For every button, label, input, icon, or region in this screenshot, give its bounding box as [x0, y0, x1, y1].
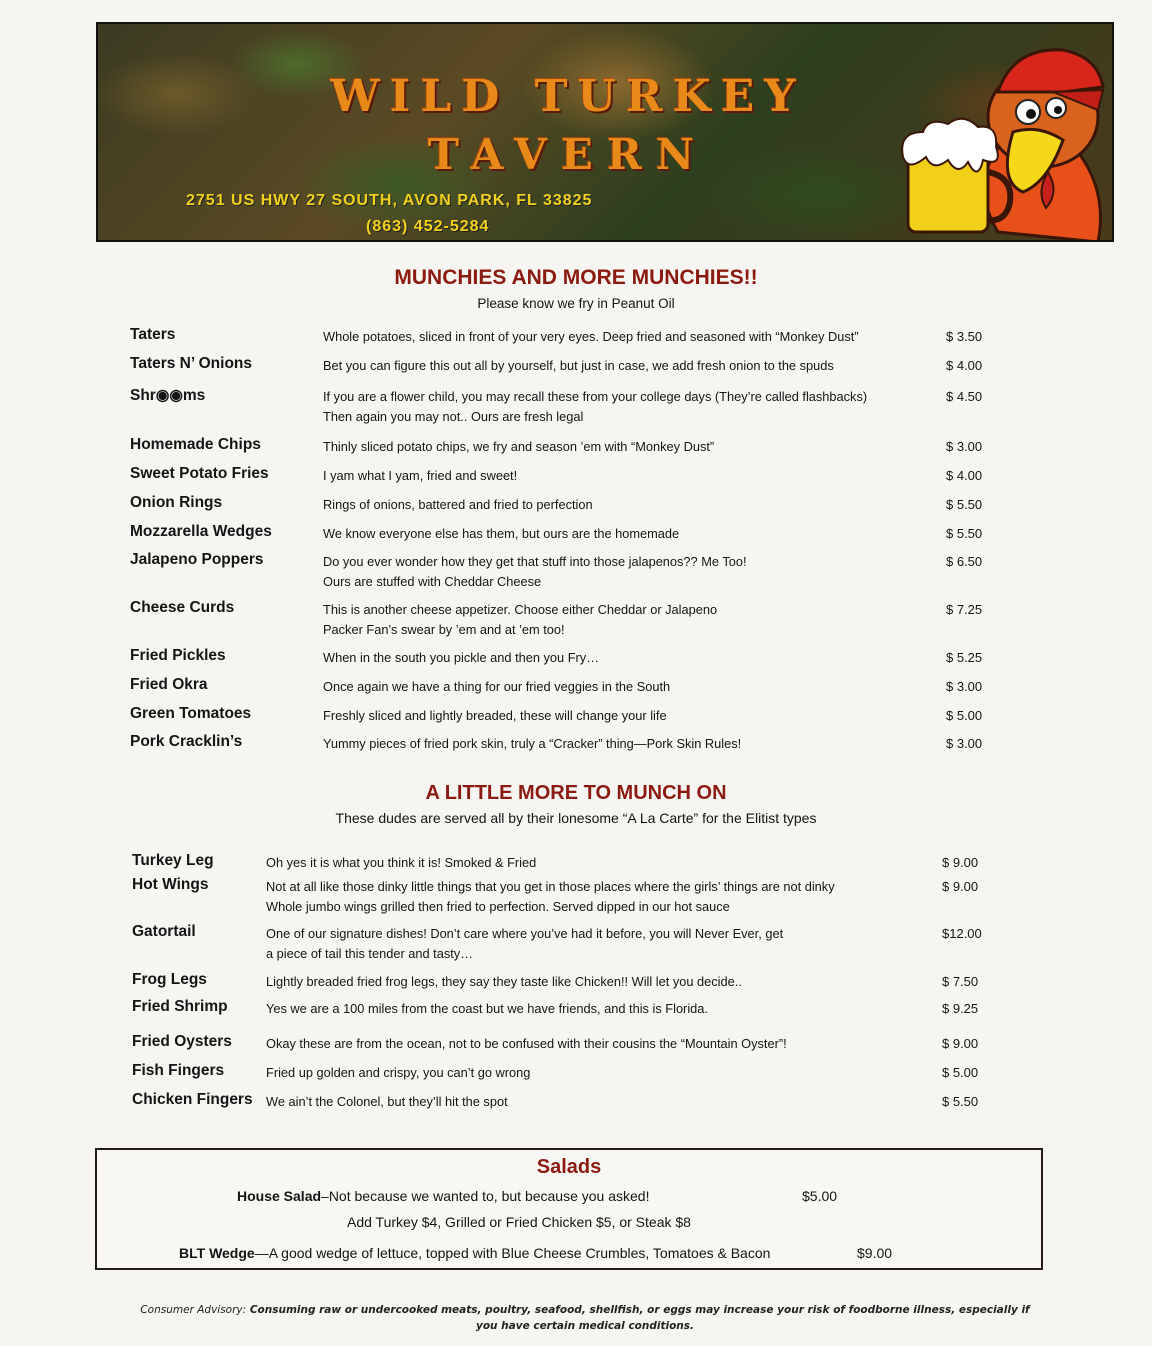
menu-item-price: $ 5.00: [942, 1065, 979, 1080]
restaurant-phone: (863) 452-5284: [366, 218, 490, 235]
menu-item-name: Cheese Curds: [130, 599, 235, 616]
menu-item-name: Gatortail: [132, 923, 196, 940]
restaurant-address: 2751 US HWY 27 SOUTH, AVON PARK, FL 33825: [186, 192, 593, 209]
menu-item-description: [266, 972, 742, 992]
menu-item-description: [323, 437, 714, 457]
menu-item-price: $ 4.50: [946, 389, 983, 404]
menu-item-description-line: Not at all like those dinky little things that you get in those places where the girls’ things are not dinky: [266, 879, 835, 894]
menu-item-description-line: One of our signature dishes! Don’t care where you’ve had it before, you will Never Ever, get: [266, 926, 784, 941]
section-title-munchies: MUNCHIES AND MORE MUNCHIES!!: [394, 266, 758, 289]
menu-item-price: $ 9.25: [942, 1001, 979, 1016]
menu-item-description-line: We ain’t the Colonel, but they’ll hit the spot: [266, 1094, 508, 1109]
menu-item-description: [323, 648, 599, 668]
menu-item-description: [266, 1092, 508, 1112]
menu-item-description: [323, 327, 859, 347]
menu-item-description: [323, 495, 593, 515]
menu-item-description: [266, 999, 708, 1019]
menu-item-price: $ 7.50: [942, 974, 979, 989]
menu-item-price: $ 5.50: [942, 1094, 979, 1109]
menu-item-description-line: Fried up golden and crispy, you can’t go wrong: [266, 1065, 531, 1080]
menu-item-description: [323, 734, 741, 754]
menu-item-description: [323, 706, 667, 726]
menu-item-description: [266, 877, 835, 917]
menu-item-price: $ 7.25: [946, 602, 983, 617]
logo-title-line2: TAVERN: [427, 130, 709, 179]
salad-addons: Add Turkey $4, Grilled or Fried Chicken $5, or Steak $8: [347, 1214, 691, 1230]
menu-item-price: $ 4.00: [946, 358, 983, 373]
salads-box: [95, 1148, 1043, 1270]
menu-item-name: Fried Okra: [130, 676, 208, 693]
section-title-more-munch: A LITTLE MORE TO MUNCH ON: [425, 782, 727, 804]
menu-item-description: [266, 924, 783, 964]
menu-item-description-line: Okay these are from the ocean, not to be confused with their cousins the “Mountain Oyster”!: [266, 1036, 787, 1051]
menu-item-description: [323, 677, 670, 697]
menu-item-description-line: Whole potatoes, sliced in front of your very eyes. Deep fried and seasoned with “Monkey Dust”: [323, 329, 859, 344]
menu-item-name: Turkey Leg: [132, 852, 214, 869]
blt-wedge-line: [179, 1245, 770, 1261]
menu-item-name: Homemade Chips: [130, 436, 261, 453]
logo-title-line1: WILD TURKEY: [330, 71, 806, 122]
menu-item-name: Green Tomatoes: [130, 705, 252, 722]
menu-item-description: [323, 356, 834, 376]
menu-item-description-line: Packer Fan’s swear by ’em and at ’em too!: [323, 622, 565, 637]
menu-item-description-line: Whole jumbo wings grilled then fried to perfection. Served dipped in our hot sauce: [266, 899, 730, 914]
menu-item-description-line: Ours are stuffed with Cheddar Cheese: [323, 574, 542, 589]
menu-item-description-line: If you are a flower child, you may recall these from your college days (They’re called flashbacks): [323, 389, 868, 404]
menu-item-description: [323, 387, 867, 427]
menu-item-price: $ 5.50: [946, 526, 983, 541]
menu-item-name: Pork Cracklin’s: [130, 733, 243, 750]
menu-item-description-line: Yummy pieces of fried pork skin, truly a “Cracker” thing—Pork Skin Rules!: [323, 736, 742, 751]
blt-wedge-name: BLT Wedge: [179, 1245, 255, 1261]
menu-item-price: $ 4.00: [946, 468, 983, 483]
section-subtitle-munchies: Please know we fry in Peanut Oil: [477, 296, 675, 311]
menu-item-name: Taters N’ Onions: [130, 355, 253, 372]
menu-item-name: Taters: [130, 326, 176, 343]
header-banner: [96, 22, 1114, 242]
menu-item-description-line: When in the south you pickle and then you Fry…: [323, 650, 599, 665]
house-salad-line: [237, 1188, 649, 1204]
menu-item-description-line: Bet you can figure this out all by yourself, but just in case, we add fresh onion to the spuds: [323, 358, 834, 373]
menu-item-price: $ 5.25: [946, 650, 983, 665]
house-salad-desc: –Not because we wanted to, but because you asked!: [321, 1188, 650, 1204]
menu-item-price: $ 3.00: [946, 679, 983, 694]
menu-item-name: Chicken Fingers: [132, 1091, 253, 1108]
menu-item-name: Hot Wings: [132, 876, 209, 893]
menu-item-description-line: Do you ever wonder how they get that stuff into those jalapenos?? Me Too!: [323, 554, 747, 569]
menu-item-description-line: This is another cheese appetizer. Choose either Cheddar or Jalapeno: [323, 602, 718, 617]
consumer-advisory: [130, 1302, 1040, 1334]
menu-item-price: $ 9.00: [942, 1036, 979, 1051]
menu-item-price: $ 9.00: [942, 855, 979, 870]
menu-item-description-line: Lightly breaded fried frog legs, they say they taste like Chicken!! Will let you decide..: [266, 974, 742, 989]
blt-wedge-price: $9.00: [857, 1245, 893, 1261]
menu-item-name: Mozzarella Wedges: [130, 523, 272, 540]
menu-item-price: $ 3.00: [946, 439, 983, 454]
advisory-text: Consuming raw or undercooked meats, poultry, seafood, shellfish, or eggs may increase your risk of foodborne illness, especially if you have certain medical conditions.: [246, 1304, 1030, 1332]
menu-item-description: [323, 466, 517, 486]
menu-item-name: Shr◉◉ms: [130, 387, 206, 404]
menu-item-description-line: Thinly sliced potato chips, we fry and season ’em with “Monkey Dust”: [323, 439, 715, 454]
menu-item-description: [266, 1063, 530, 1083]
salads-title: Salads: [536, 1156, 602, 1178]
menu-item-price: $ 3.00: [946, 736, 983, 751]
menu-item-name: Fried Shrimp: [132, 998, 228, 1015]
menu-item-description-line: Oh yes it is what you think it is! Smoked & Fried: [266, 855, 537, 870]
menu-item-description-line: Then again you may not.. Ours are fresh legal: [323, 409, 584, 424]
menu-item-price: $12.00: [942, 926, 982, 941]
menu-item-description: [266, 1034, 787, 1054]
menu-item-name: Frog Legs: [132, 971, 207, 988]
menu-item-price: $ 5.00: [946, 708, 983, 723]
menu-item-price: $ 5.50: [946, 497, 983, 512]
section-subtitle-more-munch: These dudes are served all by their lonesome “A La Carte” for the Elitist types: [335, 810, 817, 826]
menu-item-name: Onion Rings: [130, 494, 223, 511]
menu-item-description-line: Once again we have a thing for our fried veggies in the South: [323, 679, 671, 694]
menu-item-name: Fried Oysters: [132, 1033, 232, 1050]
menu-item-description: [323, 552, 747, 592]
menu-item-description-line: We know everyone else has them, but ours are the homemade: [323, 526, 680, 541]
blt-wedge-desc: —A good wedge of lettuce, topped with Blue Cheese Crumbles, Tomatoes & Bacon: [254, 1245, 771, 1261]
menu-item-description: [323, 524, 679, 544]
menu-item-description-line: Rings of onions, battered and fried to perfection: [323, 497, 593, 512]
menu-item-price: $ 9.00: [942, 879, 979, 894]
menu-item-name: Fish Fingers: [132, 1062, 225, 1079]
house-salad-name: House Salad: [237, 1188, 322, 1204]
menu-item-name: Sweet Potato Fries: [130, 465, 269, 482]
menu-item-description: [266, 853, 536, 873]
menu-item-description: [323, 600, 717, 640]
menu-item-price: $ 6.50: [946, 554, 983, 569]
menu-item-description-line: a piece of tail this tender and tasty…: [266, 946, 473, 961]
house-salad-price: $5.00: [802, 1188, 838, 1204]
menu-item-price: $ 3.50: [946, 329, 983, 344]
menu-item-name: Jalapeno Poppers: [130, 551, 264, 568]
menu-item-name: Fried Pickles: [130, 647, 226, 664]
menu-item-description-line: Yes we are a 100 miles from the coast but we have friends, and this is Florida.: [266, 1001, 708, 1016]
menu-item-description-line: Freshly sliced and lightly breaded, these will change your life: [323, 708, 667, 723]
advisory-label: Consumer Advisory:: [140, 1304, 247, 1316]
menu-item-description-line: I yam what I yam, fried and sweet!: [323, 468, 518, 483]
turkey-mascot-icon: [798, 32, 1108, 242]
